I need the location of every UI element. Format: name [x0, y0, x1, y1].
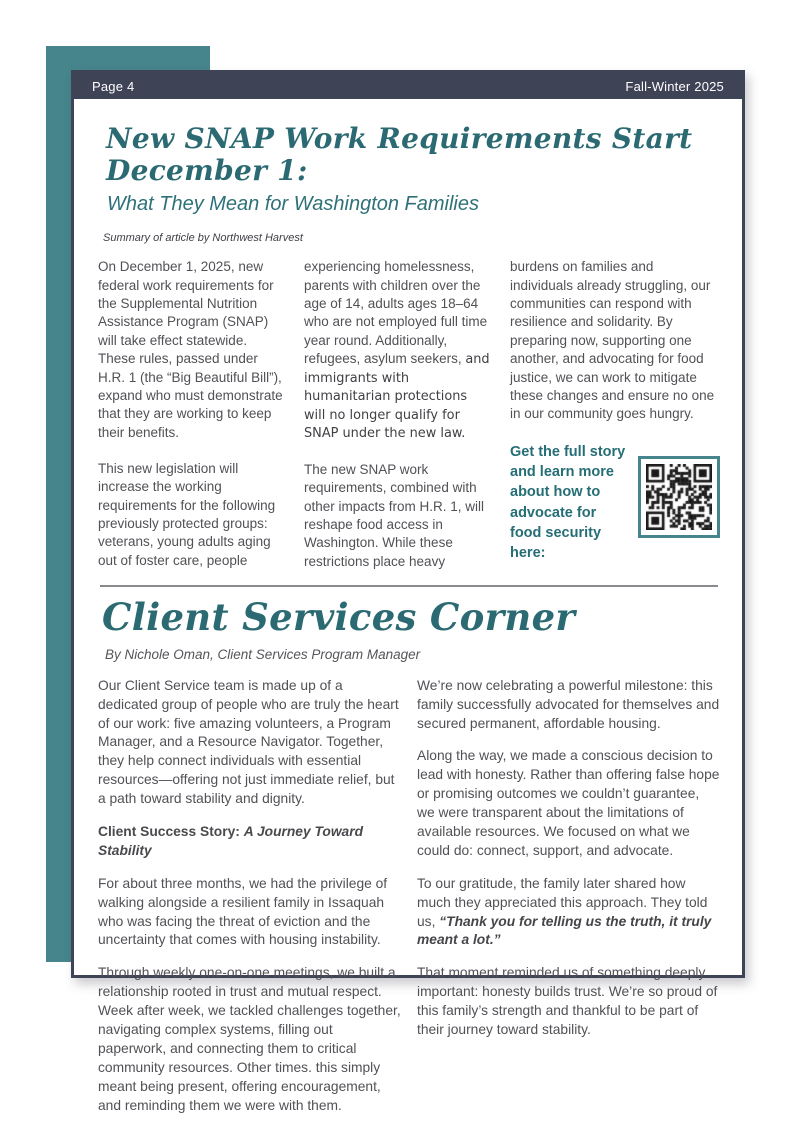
newsletter-page — [71, 70, 745, 1113]
qr-code-image — [646, 464, 712, 530]
section-divider — [100, 585, 718, 587]
paragraph: Through weekly one-on-one meetings, we built a relationship rooted in trust and mutual respect. Week after week, we tackled challenges together, navigating complex systems, filling out paperwork, and connecting them to critical community resources. Other times. this simply meant being present, offering encouragement, and reminding them we were with them. — [98, 965, 401, 1113]
paragraph: To our gratitude, the family later shared how much they appreciated this approach. They told us, “Thank you for telling us the truth, it truly meant a lot.” — [417, 875, 712, 948]
paragraph: This new legislation will increase the working requirements for the following previously protected groups: veterans, young adults aging out of foster care, people — [98, 460, 276, 568]
article1-column-2 — [304, 258, 492, 571]
success-story-heading: Client Success Story: A Journey Toward Stability — [98, 823, 364, 858]
article2-columns — [98, 677, 720, 1129]
cta-row — [510, 442, 720, 564]
paragraph: For about three months, we had the privilege of walking alongside a resilient family in Issaquah who was facing the threat of eviction and the uncertainty that comes with housing instability. — [98, 875, 388, 948]
paragraph: The new SNAP work requirements, combined with other impacts from H.R. 1, will reshape food access in Washington. While these restrictions place heavy — [304, 461, 485, 569]
qr-code — [638, 456, 720, 538]
page-content — [74, 99, 742, 1129]
cta-text: Get the full story and learn more about how to advocate for food security here: — [510, 443, 626, 562]
article2-byline: By Nichole Oman, Client Services Program Manager — [105, 646, 421, 662]
paragraph: Our Client Service team is made up of a dedicated group of people who are truly the heart of our work: five amazing volunteers, a Program Manager, and a Resource Navigator. Together, they help connect individuals with essential resources—offering not just immediate relief, but a path toward stability and dignity. — [98, 677, 399, 807]
paragraph: burdens on families and individuals already struggling, our communities can respond with resilience and solidarity. By preparing now, supporting one another, and advocating for food justice, we can work to mitigate these changes and ensure no one in our community goes hungry. — [510, 259, 715, 422]
article1-columns — [98, 258, 720, 571]
article2-column-right — [417, 677, 720, 1129]
article2-column-left — [98, 677, 401, 1129]
article1-column-3 — [510, 258, 720, 571]
article1-byline: Summary of article by Northwest Harvest — [103, 232, 303, 245]
article1-title: New SNAP Work Requirements Start December 1: — [106, 122, 693, 188]
article-snap — [98, 123, 720, 571]
paragraph: Along the way, we made a conscious decision to lead with honesty. Rather than offering false hope or promising outcomes we couldn’t guarantee, we were transparent about the limitations of available resources. We focused on what we could do: connect, support, and advocate. — [417, 748, 720, 858]
paragraph: We’re now celebrating a powerful milestone: this family successfully advocated for themselves and secured permanent, affordable housing. — [417, 677, 720, 731]
article1-subtitle: What They Mean for Washington Families — [107, 193, 480, 216]
issue-label: Fall-Winter 2025 — [625, 78, 724, 94]
page-number-label: Page 4 — [92, 78, 135, 94]
article2-title: Client Services Corner — [102, 595, 576, 640]
article-client-services — [98, 597, 720, 1129]
page-header-bar — [74, 73, 742, 99]
paragraph: On December 1, 2025, new federal work requirements for the Supplemental Nutrition Assistance Program (SNAP) will take effect statewide. These rules, passed under H.R. 1 (the “Big Beautiful Bill”), expand who must demonstrate that they are working to keep their benefits. — [98, 259, 283, 440]
paragraph: That moment reminded us of something deeply important: honesty builds trust. We’re so proud of this family’s strength and thankful to be part of their journey toward stability. — [417, 965, 718, 1037]
article1-column-1 — [98, 258, 286, 571]
paragraph: experiencing homelessness, parents with children over the age of 14, adults ages 18–64 who are not employed full time year round. Additionally, refugees, asylum seekers, and immigrants with humanitarian protections will no longer qualify for SNAP under the new law. — [304, 259, 490, 442]
